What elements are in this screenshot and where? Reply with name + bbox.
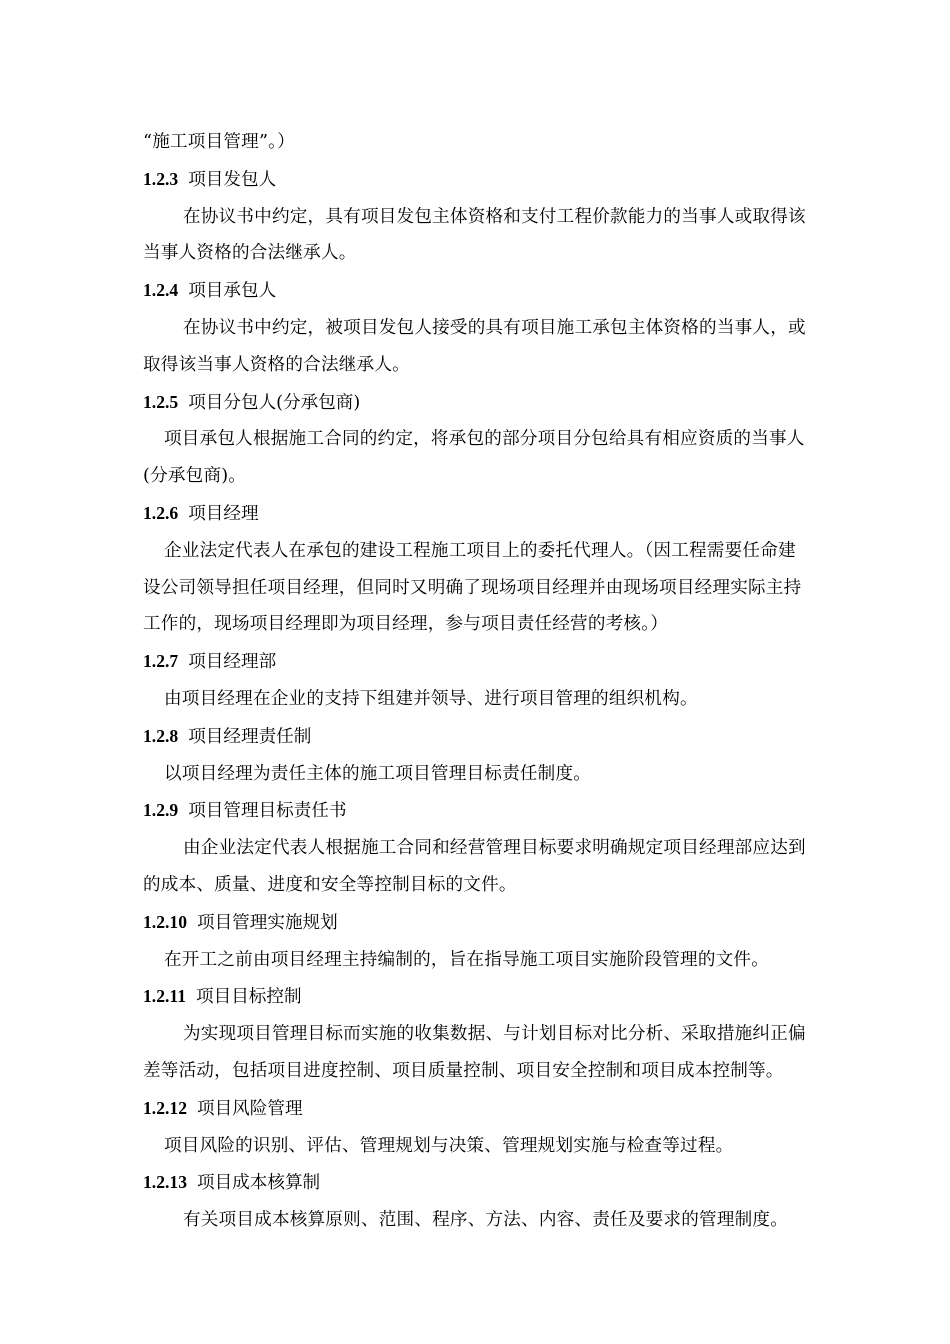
section-title: 项目分包人(分承包商)	[188, 392, 361, 413]
section-heading	[143, 1164, 858, 1202]
section-body-line: 差等活动，包括项目进度控制、项目质量控制、项目安全控制和项目成本控制等。	[143, 1060, 784, 1081]
section-body-line: 项目风险的识别、评估、管理规划与决策、管理规划实施与检查等过程。	[164, 1135, 734, 1156]
section-title: 项目管理实施规划	[196, 912, 338, 933]
section-number: 1.2.6	[143, 502, 179, 523]
section-heading	[143, 1090, 858, 1128]
section-title: 项目风险管理	[196, 1098, 303, 1119]
section-title: 项目经理	[188, 503, 259, 524]
section-number: 1.2.4	[143, 280, 179, 301]
section-heading	[143, 904, 858, 942]
section-heading	[143, 978, 858, 1016]
section-number: 1.2.10	[143, 911, 187, 932]
section-title: 项目经理责任制	[188, 726, 312, 747]
section-number: 1.2.5	[143, 391, 179, 412]
section-body-line: 由项目经理在企业的支持下组建并领导、进行项目管理的组织机构。	[164, 688, 698, 709]
section-number: 1.2.9	[143, 800, 179, 821]
section-number: 1.2.13	[143, 1172, 187, 1193]
section-body-line: 在协议书中约定，被项目发包人接受的具有项目施工承包主体资格的当事人，或	[183, 317, 806, 338]
section-body-line: 的成本、质量、进度和安全等控制目标的文件。	[143, 874, 517, 895]
section-heading	[143, 718, 858, 756]
section-heading	[143, 384, 858, 422]
section-body-line: 有关项目成本核算原则、范围、程序、方法、内容、责任及要求的管理制度。	[183, 1210, 788, 1231]
section-body-line: 在开工之前由项目经理主持编制的，旨在指导施工项目实施阶段管理的文件。	[164, 949, 769, 970]
section-body-line: 工作的，现场项目经理即为项目经理，参与项目责任经营的考核。）	[143, 614, 669, 635]
section-body-line: 项目承包人根据施工合同的约定，将承包的部分项目分包给具有相应资质的当事人	[164, 429, 805, 450]
section-title: 项目发包人	[188, 169, 277, 190]
section-title: 项目成本核算制	[196, 1173, 321, 1194]
section-heading	[143, 272, 858, 310]
sections-container	[143, 161, 858, 1239]
section-heading	[143, 643, 858, 681]
section-title: 项目经理部	[188, 652, 277, 673]
section-body-line: 当事人资格的合法继承人。	[143, 243, 357, 264]
section-body-line: 设公司领导担任项目经理，但同时又明确了现场项目经理并由现场项目经理实际主持	[143, 577, 802, 598]
section-body-line: 企业法定代表人在承包的建设工程施工项目上的委托代理人。（因工程需要任命建	[164, 540, 796, 561]
section-body-line: (分承包商)。	[143, 466, 247, 487]
section-body-line: 取得该当事人资格的合法继承人。	[143, 354, 410, 375]
section-body-line: 在协议书中约定，具有项目发包主体资格和支付工程价款能力的当事人或取得该	[183, 206, 806, 227]
section-number: 1.2.8	[143, 725, 179, 746]
section-number: 1.2.3	[143, 168, 179, 189]
section-number: 1.2.11	[143, 986, 187, 1007]
intro-tail-text: “施工项目管理”。）	[143, 132, 295, 152]
section-number: 1.2.12	[143, 1097, 187, 1118]
section-title: 项目承包人	[188, 281, 277, 302]
section-title: 项目管理目标责任书	[188, 801, 347, 822]
section-number: 1.2.7	[143, 651, 179, 672]
section-body-line: 以项目经理为责任主体的施工项目管理目标责任制度。	[164, 763, 592, 784]
section-heading	[143, 161, 858, 199]
section-heading	[143, 792, 858, 830]
section-title: 项目目标控制	[196, 987, 302, 1008]
section-heading	[143, 495, 858, 533]
section-body-line: 由企业法定代表人根据施工合同和经营管理目标要求明确规定项目经理部应达到	[183, 838, 806, 859]
section-body-line: 为实现项目管理目标而实施的收集数据、与计划目标对比分析、采取措施纠正偏	[183, 1024, 806, 1045]
